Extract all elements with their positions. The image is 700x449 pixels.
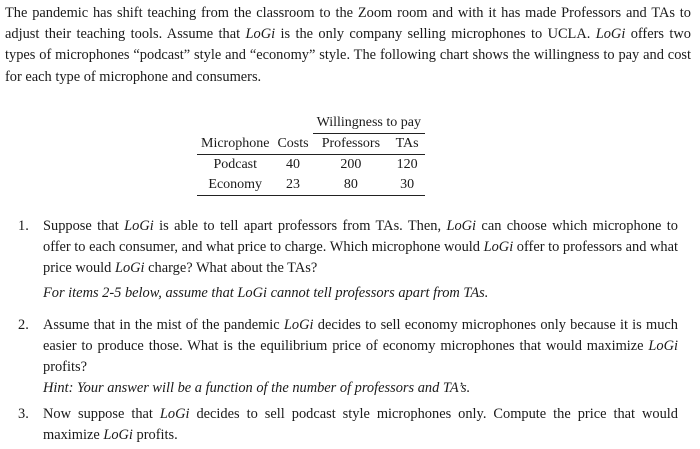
text-segment: Suppose that [43,218,125,234]
cell-cost: 40 [286,157,300,172]
header-tas: TAs [389,134,425,155]
intro-text-2: is the only company selling microphones to UCLA. [275,26,596,43]
question-text [43,315,678,378]
company-name: LoGi [648,338,678,354]
text-segment: is able to tell apart professors from TAs. Then, [153,218,447,234]
text-segment: charge? What about the TAs? [144,260,318,276]
question-3 [18,404,678,446]
question-number: 2. [18,317,29,333]
willingness-to-pay-table [197,113,425,196]
cell-microphone: Podcast [213,157,257,172]
cell-professors: 80 [313,175,390,196]
question-number: 1. [18,218,29,234]
cell-professors: 200 [340,157,362,172]
intro-paragraph [5,3,691,88]
question-text [43,216,678,279]
question-text [43,404,678,446]
table-row [197,155,425,176]
cell-cost: 23 [273,175,312,196]
header-costs: Costs [273,134,312,155]
company-name: LoGi [283,317,314,333]
question-1 [18,216,678,304]
company-name: LoGi [103,427,133,443]
company-name: LoGi [446,218,477,234]
text-segment: decides to sell economy microphones only because it is much easier to produce those. What is the equilibrium price of economy microphones that would maximize [43,317,678,354]
company-name: LoGi [483,239,514,255]
company-name: LoGi [124,218,154,234]
text-segment: Assume that in the mist of the pandemic [43,317,284,333]
company-name: LoGi [114,260,145,276]
text-segment: can choose which microphone to offer to each consumer, and what price to charge. Which microphone would [43,218,678,255]
cell-microphone: Economy [197,175,273,196]
header-professors: Professors [313,134,390,155]
cell-tas: 30 [389,175,425,196]
company-name: LoGi [245,26,276,43]
company-name: LoGi [595,26,626,43]
text-segment: profits? [43,359,87,375]
group-header: Willingness to pay [313,113,425,134]
text-segment: Now suppose that [43,406,160,422]
table-row [197,175,425,196]
question-number: 3. [18,406,29,422]
intro-text-1: The pandemic has shift teaching from the classroom to the Zoom room and with it has made Professors and TAs to adjust their teaching tools. Assume that [5,5,691,43]
text-segment: offer to professors and what price would [43,239,678,276]
text-segment: profits. [132,427,178,443]
header-microphone: Microphone [197,134,273,155]
cell-tas: 120 [396,157,418,172]
intro-text-3: offers two types of microphones “podcast” style and “economy” style. The following chart shows the willingness to pay and cost for each type of microphone and consumers. [5,26,691,85]
hint-note: Hint: Your answer will be a function of the number of professors and TA’s. [43,380,471,396]
company-name: LoGi [159,406,190,422]
assumption-note: For items 2-5 below, assume that LoGi cannot tell professors apart from TAs. [43,285,489,301]
text-segment: decides to sell podcast style microphones only. Compute the price that would maximize [43,406,678,443]
question-2 [18,315,678,399]
